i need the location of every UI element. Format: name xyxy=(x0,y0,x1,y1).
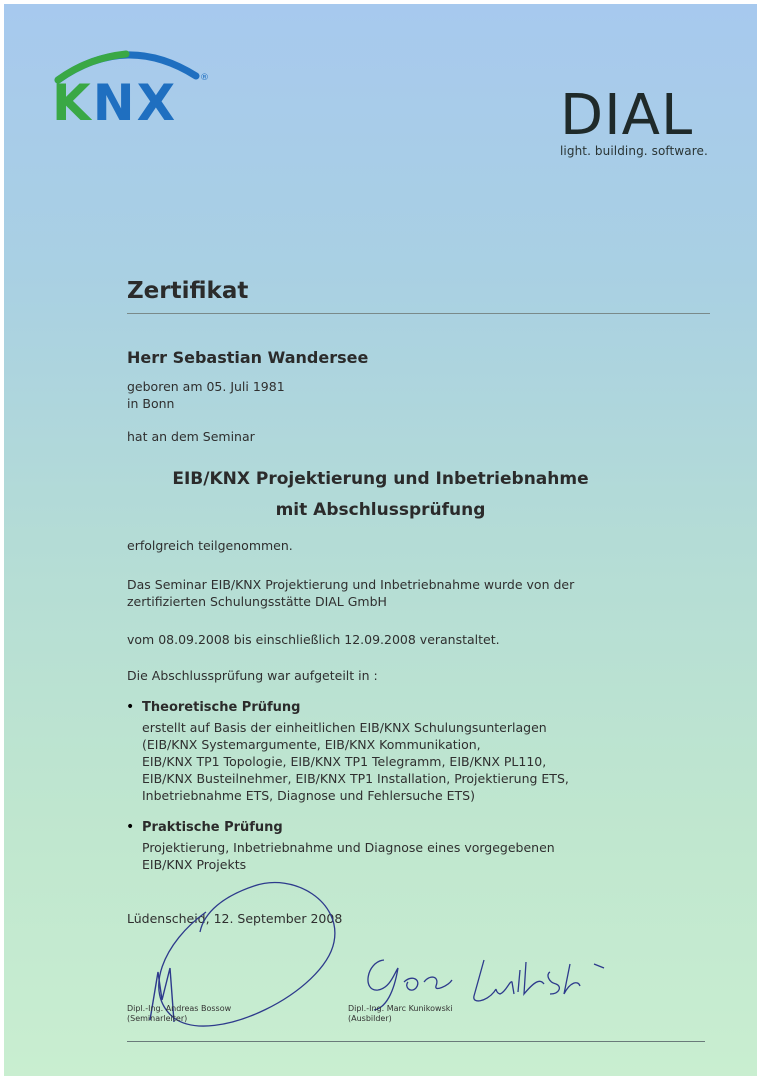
title-divider xyxy=(127,313,710,314)
signer-1-role: (Seminarleiter) xyxy=(127,1014,188,1023)
intro-text: hat an dem Seminar xyxy=(127,429,255,444)
theory-line: erstellt auf Basis der einheitlichen EIB/KNX Schulungsunterlagen xyxy=(142,720,547,735)
dial-wordmark: DIAL xyxy=(560,83,694,148)
birth-date: geboren am 05. Juli 1981 xyxy=(127,379,285,394)
seminar-title-line2: mit Abschlussprüfung xyxy=(275,500,486,520)
signer-1-name: Dipl.-Ing. Andreas Bossow xyxy=(127,1004,232,1013)
practice-heading: Praktische Prüfung xyxy=(142,820,283,835)
seminar-dates: vom 08.09.2008 bis einschließlich 12.09.2008 veranstaltet. xyxy=(127,632,500,647)
theory-line: Inbetriebnahme ETS, Diagnose und Fehlersuche ETS) xyxy=(142,788,475,803)
practice-section xyxy=(126,819,555,873)
practice-line: EIB/KNX Projekts xyxy=(142,857,247,872)
certificate-page xyxy=(4,4,757,1076)
birth-place: in Bonn xyxy=(127,396,175,411)
signer-2-caption xyxy=(348,1004,453,1024)
bullet-icon: • xyxy=(126,699,135,715)
dial-logo xyxy=(560,83,708,158)
place-date: Lüdenscheid, 12. September 2008 xyxy=(127,911,343,926)
recipient-name: Herr Sebastian Wandersee xyxy=(127,348,369,367)
signer-1-caption xyxy=(127,1004,231,1024)
theory-description xyxy=(142,719,569,804)
bottom-divider xyxy=(127,1041,705,1042)
organizer-line2: zertifizierten Schulungsstätte DIAL GmbH xyxy=(127,594,387,609)
svg-text:KNX: KNX xyxy=(52,74,178,126)
theory-section xyxy=(126,699,569,804)
theory-line: EIB/KNX Busteilnehmer, EIB/KNX TP1 Installation, Projektierung ETS, xyxy=(142,771,569,786)
theory-line: (EIB/KNX Systemargumente, EIB/KNX Kommunikation, xyxy=(142,737,481,752)
success-text: erfolgreich teilgenommen. xyxy=(127,538,293,553)
signer-2-name: Dipl.-Ing. Marc Kunikowski xyxy=(348,1004,453,1013)
signature-2 xyxy=(364,952,634,1012)
knx-logo xyxy=(48,46,218,126)
dial-tagline: light. building. software. xyxy=(560,144,708,158)
bullet-icon: • xyxy=(126,819,135,835)
practice-description xyxy=(142,839,555,873)
organizer-line1: Das Seminar EIB/KNX Projektierung und Inbetriebnahme wurde von der xyxy=(127,577,575,592)
registered-mark: ® xyxy=(200,73,209,83)
signer-2-role: (Ausbilder) xyxy=(348,1014,392,1023)
theory-heading: Theoretische Prüfung xyxy=(142,700,301,715)
certificate-title: Zertifikat xyxy=(127,278,249,304)
theory-line: EIB/KNX TP1 Topologie, EIB/KNX TP1 Telegramm, EIB/KNX PL110, xyxy=(142,754,547,769)
seminar-title-line1: EIB/KNX Projektierung und Inbetriebnahme xyxy=(172,469,589,489)
exam-intro: Die Abschlussprüfung war aufgeteilt in : xyxy=(127,668,378,683)
practice-line: Projektierung, Inbetriebnahme und Diagnose eines vorgegebenen xyxy=(142,840,555,855)
